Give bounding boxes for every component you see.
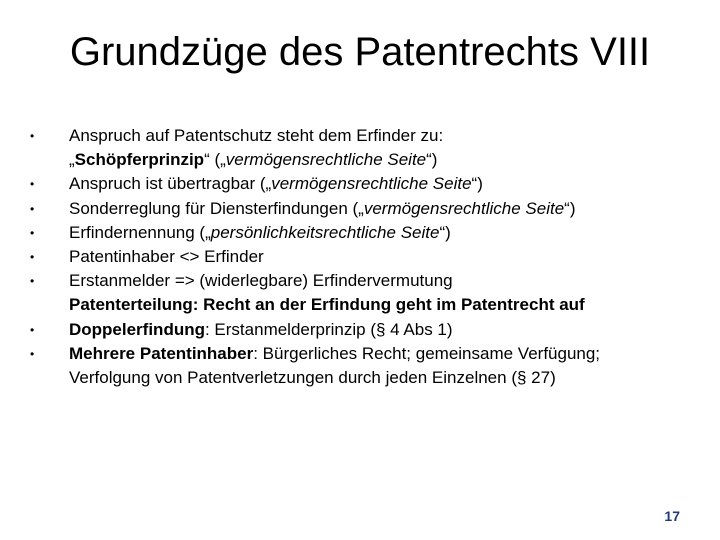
bullet-text-segment: persönlichkeitsrechtliche Seite — [210, 222, 440, 242]
bullet-dot-icon: • — [30, 225, 35, 240]
bullet-text-segment: „ — [69, 150, 75, 170]
bullet-item — [30, 293, 670, 317]
bullet-text-segment: vermögensrechtliche Seite — [363, 198, 565, 218]
bullet-text-segment: Anspruch ist übertragbar („ — [69, 174, 272, 194]
bullet-text-segment: “) — [439, 222, 451, 242]
bullet-list — [30, 124, 670, 390]
bullet-text-segment: Sonderreglung für Diensterfindungen („ — [69, 198, 364, 218]
bullet-dot-icon: • — [30, 201, 35, 216]
bullet-item — [30, 197, 670, 221]
bullet-item — [30, 124, 670, 148]
bullet-text-segment: : Bürgerliches Recht; gemeinsame Verfügung; — [253, 343, 601, 363]
bullet-text-segment: Mehrere Patentinhaber — [69, 343, 254, 363]
bullet-text-segment: vermögensrechtliche Seite — [225, 150, 427, 170]
bullet-item — [30, 148, 670, 172]
slide-title: Grundzüge des Patentrechts VIII — [69, 30, 651, 74]
bullet-item — [30, 366, 670, 390]
bullet-text-segment: Verfolgung von Patentverletzungen durch jeden Einzelnen (§ 27) — [69, 368, 556, 388]
bullet-text-segment: Erstanmelder => (widerlegbare) Erfindervermutung — [69, 271, 453, 291]
bullet-dot-icon: • — [30, 129, 35, 143]
bullet-text-segment: Anspruch auf Patentschutz steht dem Erfinder zu: — [69, 126, 444, 145]
bullet-item — [30, 269, 670, 293]
bullet-item — [30, 172, 670, 196]
bullet-text-segment: Erfindernennung („ — [69, 222, 211, 242]
page-number: 17 — [664, 508, 680, 524]
bullet-item — [30, 221, 670, 245]
bullet-item — [30, 318, 670, 342]
bullet-dot-icon: • — [30, 177, 35, 192]
bullet-dot-icon: • — [30, 274, 35, 289]
bullet-text-segment: “) — [564, 198, 576, 218]
bullet-item — [30, 342, 670, 366]
bullet-text-segment: : Erstanmelderprinzip (§ 4 Abs 1) — [204, 319, 453, 339]
bullet-text-segment: Schöpferprinzip — [74, 150, 205, 170]
bullet-text-segment: Patentinhaber <> Erfinder — [69, 247, 264, 267]
bullet-dot-icon: • — [30, 346, 35, 361]
bullet-text-segment: “ („ — [204, 150, 226, 170]
bullet-text-segment: Patenterteilung: Recht an der Erfindung geht im Patentrecht auf — [69, 295, 585, 315]
bullet-dot-icon: • — [30, 250, 35, 265]
bullet-item — [30, 245, 670, 269]
bullet-dot-icon: • — [30, 322, 35, 337]
bullet-text-segment: “) — [471, 174, 483, 194]
bullet-text-segment: vermögensrechtliche Seite — [271, 174, 472, 194]
bullet-text-segment: Doppelerfindung — [69, 319, 205, 339]
bullet-text-segment: “) — [426, 150, 438, 170]
